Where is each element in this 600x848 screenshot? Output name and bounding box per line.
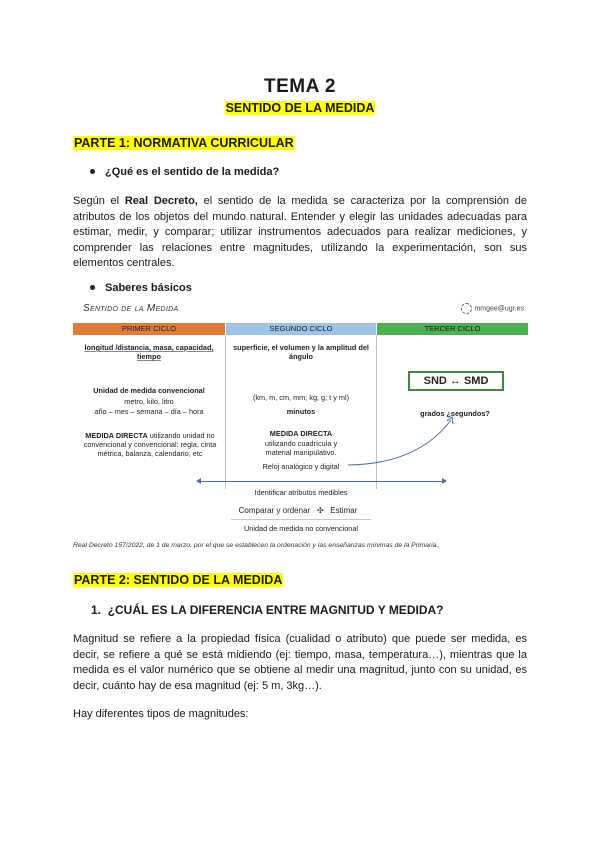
page-subtitle: [0, 99, 600, 117]
col1-units-line1: metro, kilo, litro: [124, 397, 174, 406]
subtitle-text: SENTIDO DE LA MEDIDA: [225, 101, 375, 115]
part1-heading-text: PARTE 1: NORMATIVA CURRICULAR: [74, 136, 294, 150]
bottom-compare-estimate: Comparar y ordenar ✣ Estimar: [238, 506, 358, 515]
col2-units: (km, m, cm, mm; kg, g; t y ml): [252, 393, 350, 402]
double-arrow-line: [198, 481, 443, 482]
bullet-saberes-text: Saberes básicos: [105, 282, 192, 294]
intro-paragraph: Según el Real Decreto, el sentido de la medida se caracteriza por la comprensión de atributos de los objetos del mundo natural. Entender y elegir las unidades adecuadas para estimar, medir, y comparar; utilizar instrumentos adecuados para realizar mediciones, y comprender las relaciones entre magnitudes, utilizando la experimentación, son sus elementos centrales.: [73, 195, 527, 270]
page-title: TEMA 2: [264, 76, 336, 97]
col1-units-title: Unidad de medida convencional: [93, 386, 205, 395]
col1-direct: MEDIDA DIRECTA utilizando unidad no convencional y convencional: regla, cinta métrica, balanza, calendario, etc: [83, 431, 217, 459]
bullet-question-text: ¿Qué es el sentido de la medida?: [105, 166, 280, 178]
snd-smd-badge: SND ↔ SMD: [408, 371, 504, 391]
bottom-identify: Identificar atributos medibles: [254, 488, 348, 497]
infographic-caption: Real Decreto 157/2022, de 1 de marzo, por el que se establecen la ordenación y las enseñanzas mínimas de la Primaria.: [73, 542, 439, 549]
col2-direct-line1: utilizando cuadrícula y: [264, 439, 338, 448]
question-heading: 1. ¿CUÁL ES LA DIFERENCIA ENTRE MAGNITUD Y MEDIDA?: [91, 603, 444, 617]
col1-units-line2: año – mes – semana – día – hora: [94, 407, 204, 416]
real-decreto-bold: Real Decreto,: [124, 195, 198, 207]
magnitud-paragraph: Magnitud se refiere a la propiedad física (cualidad o atributo) que puede ser medida, es decir, se refiere a qué se está midiendo (ej: tiempo, masa, temperatura…), mientras que la medida es el valor numérico que se obtiene al medir una magnitud, junto con su unidad, es decir, cuánto hay de esa magnitud (ej: 5 m, 3kg…).: [73, 633, 527, 692]
part2-heading: [73, 573, 283, 587]
curved-arrow-icon: [343, 412, 463, 472]
col2-direct-line2: material manipulativo.: [265, 448, 337, 457]
part1-heading: [73, 136, 295, 150]
saberes-infographic: [73, 302, 528, 547]
creative-commons-icon: [461, 303, 472, 314]
col2-direct-title: MEDIDA DIRECTA: [269, 429, 333, 438]
bullet-question: [90, 166, 279, 178]
column-divider: [225, 335, 226, 489]
bullet-saberes: [90, 282, 192, 294]
col2-clock: Reloj analógico y digital: [262, 462, 340, 471]
col2-attributes: superficie, el volumen y la amplitud del ángulo: [233, 343, 369, 362]
bullet-dot: [90, 285, 95, 290]
infographic-credit: mmgee@ugr.es: [461, 303, 524, 314]
sparkle-icon: ✣: [316, 506, 324, 515]
column-header-tercer: TERCER CICLO: [377, 323, 528, 335]
col1-attributes: longitud /distancia, masa, capacidad, tiempo: [84, 343, 214, 362]
arrow-right-icon: [442, 478, 447, 484]
types-paragraph: Hay diferentes tipos de magnitudes:: [73, 708, 249, 720]
column-header-segundo: SEGUNDO CICLO: [226, 323, 376, 335]
bottom-unit-nonconv: Unidad de medida no convencional: [244, 524, 358, 533]
arrow-left-icon: [196, 478, 201, 484]
col3-seconds: grados ¿segundos?: [420, 409, 490, 418]
col2-minutes: minutos: [286, 407, 316, 416]
part2-heading-text: PARTE 2: SENTIDO DE LA MEDIDA: [74, 573, 283, 587]
column-header-primer: PRIMER CICLO: [73, 323, 225, 335]
bottom-divider: [231, 519, 371, 520]
infographic-title: Sentido de la Medida: [83, 303, 179, 314]
bullet-dot: [90, 169, 95, 174]
